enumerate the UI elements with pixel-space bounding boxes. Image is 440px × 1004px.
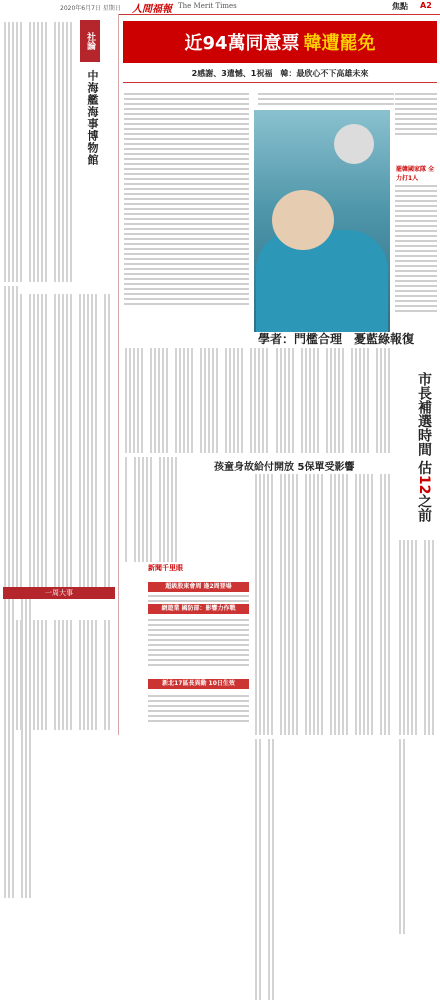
vertical-headline-number: 12	[416, 474, 432, 495]
divider	[123, 82, 437, 83]
editorial-sidebar	[0, 14, 119, 735]
newspaper-english-name: The Merit Times	[178, 2, 237, 10]
vertical-headline-b: 之前	[416, 494, 432, 523]
sidebar-text-bottom	[3, 620, 115, 730]
editorial-header: 社論	[80, 20, 100, 62]
week-news-header: 一周大事	[3, 587, 115, 599]
headline-part-1: 近94萬同意票	[184, 33, 300, 54]
vertical-article-text	[398, 540, 436, 735]
masthead	[0, 0, 440, 15]
news-box-3-title: 新北17區長異動 10日生效	[148, 679, 249, 689]
vertical-headline-a: 市長補選時間 估	[416, 372, 432, 475]
news-box-2-title: 網遊業 國防部：影響力作戰	[148, 604, 249, 614]
lead-article-text	[124, 90, 249, 308]
news-column-heading: 新聞千里眼	[148, 564, 183, 572]
article3-text	[254, 474, 394, 735]
page-code: A2	[420, 1, 432, 10]
article2-headline: 學者：門檻合理 憂藍綠報復	[258, 332, 415, 346]
headline-part-2: 韓遭罷免	[303, 33, 376, 54]
right-article-text-2	[395, 182, 437, 315]
lead-article-text-2	[258, 90, 394, 108]
dateline: 2020年6月7日 星期日	[60, 5, 121, 12]
section-label: 焦點	[392, 2, 408, 11]
newspaper-logo: 人間福報	[132, 4, 172, 15]
right-article-text	[395, 90, 437, 138]
main-headline	[123, 21, 437, 63]
article3-headline: 孩童身故給付開放 5保單受影響	[214, 462, 355, 473]
sub-headline: 2感謝、3遺憾、1祝福 韓：最欣心不下高雄未來	[191, 69, 369, 78]
news-box-2-text	[148, 616, 249, 669]
sidebar-text-top	[3, 22, 78, 282]
vertical-headline	[400, 372, 434, 522]
news-box-1-title: 超級股東會周 逢2周登場	[148, 582, 249, 592]
person-bowing-photo	[254, 110, 390, 332]
news-box-3-text	[148, 692, 249, 725]
sidebar-text-middle	[3, 294, 115, 594]
article2-text	[124, 348, 394, 453]
side-callout: 罷韓國家隊 全力打1人	[396, 166, 435, 182]
editorial-title: 中海艦海事博物館	[86, 70, 99, 166]
